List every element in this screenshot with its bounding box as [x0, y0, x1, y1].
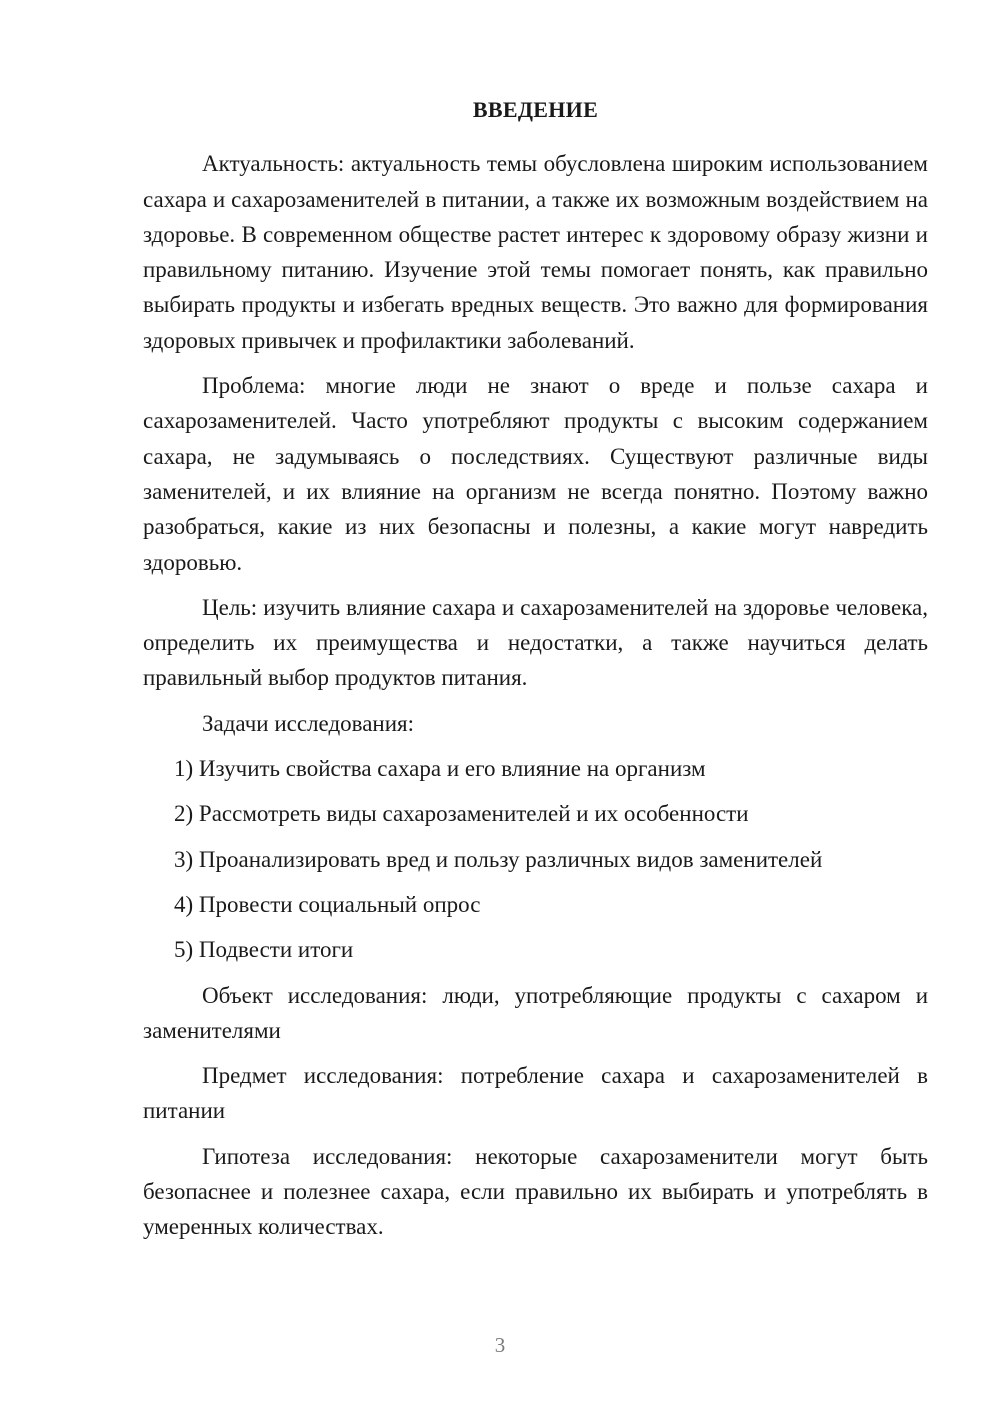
relevance-paragraph: Актуальность: актуальность темы обусловлена широким использованием сахара и сахарозаменителей в питании, а также их возможным воздействием на здоровье. В современном обществе растет интерес к здоровому образу жизни и правильному питанию. Изучение этой темы помогает понять, как правильно выбирать продукты и избегать вредных веществ. Это важно для формирования здоровых привычек и профилактики заболеваний. [143, 151, 928, 353]
hypothesis-paragraph: Гипотеза исследования: некоторые сахарозаменители могут быть безопаснее и полезнее сахара, если правильно их выбирать и употреблять в умеренных количествах. [143, 1143, 928, 1240]
task-item: 4) Провести социальный опрос [174, 891, 481, 917]
page-title: ВВЕДЕНИЕ [472, 97, 599, 122]
task-item: 2) Рассмотреть виды сахарозаменителей и их особенности [174, 801, 749, 827]
object-paragraph: Объект исследования: люди, употребляющие продукты с сахаром и заменителями [143, 982, 928, 1043]
document-body [143, 92, 928, 1255]
tasks-heading: Задачи исследования: [202, 710, 415, 736]
tasks-list [143, 751, 928, 967]
task-item: 3) Проанализировать вред и пользу различных видов заменителей [174, 846, 823, 872]
page-number: 3 [494, 1333, 506, 1357]
task-item: 1) Изучить свойства сахара и его влияние на организм [174, 756, 706, 782]
problem-paragraph: Проблема: многие люди не знают о вреде и пользе сахара и сахарозаменителей. Часто употребляют продукты с высоким содержанием сахара, не задумываясь о последствиях. Существуют различные виды заменителей, и их влияние на организм не всегда понятно. Поэтому важно разобраться, какие из них безопасны и полезны, а какие могут навредить здоровью. [143, 373, 928, 575]
task-item: 5) Подвести итоги [174, 937, 354, 963]
goal-paragraph: Цель: изучить влияние сахара и сахарозаменителей на здоровье человека, определить их преимущества и недостатки, а также научиться делать правильный выбор продуктов питания. [143, 594, 928, 691]
subject-paragraph: Предмет исследования: потребление сахара и сахарозаменителей в питании [143, 1063, 928, 1124]
